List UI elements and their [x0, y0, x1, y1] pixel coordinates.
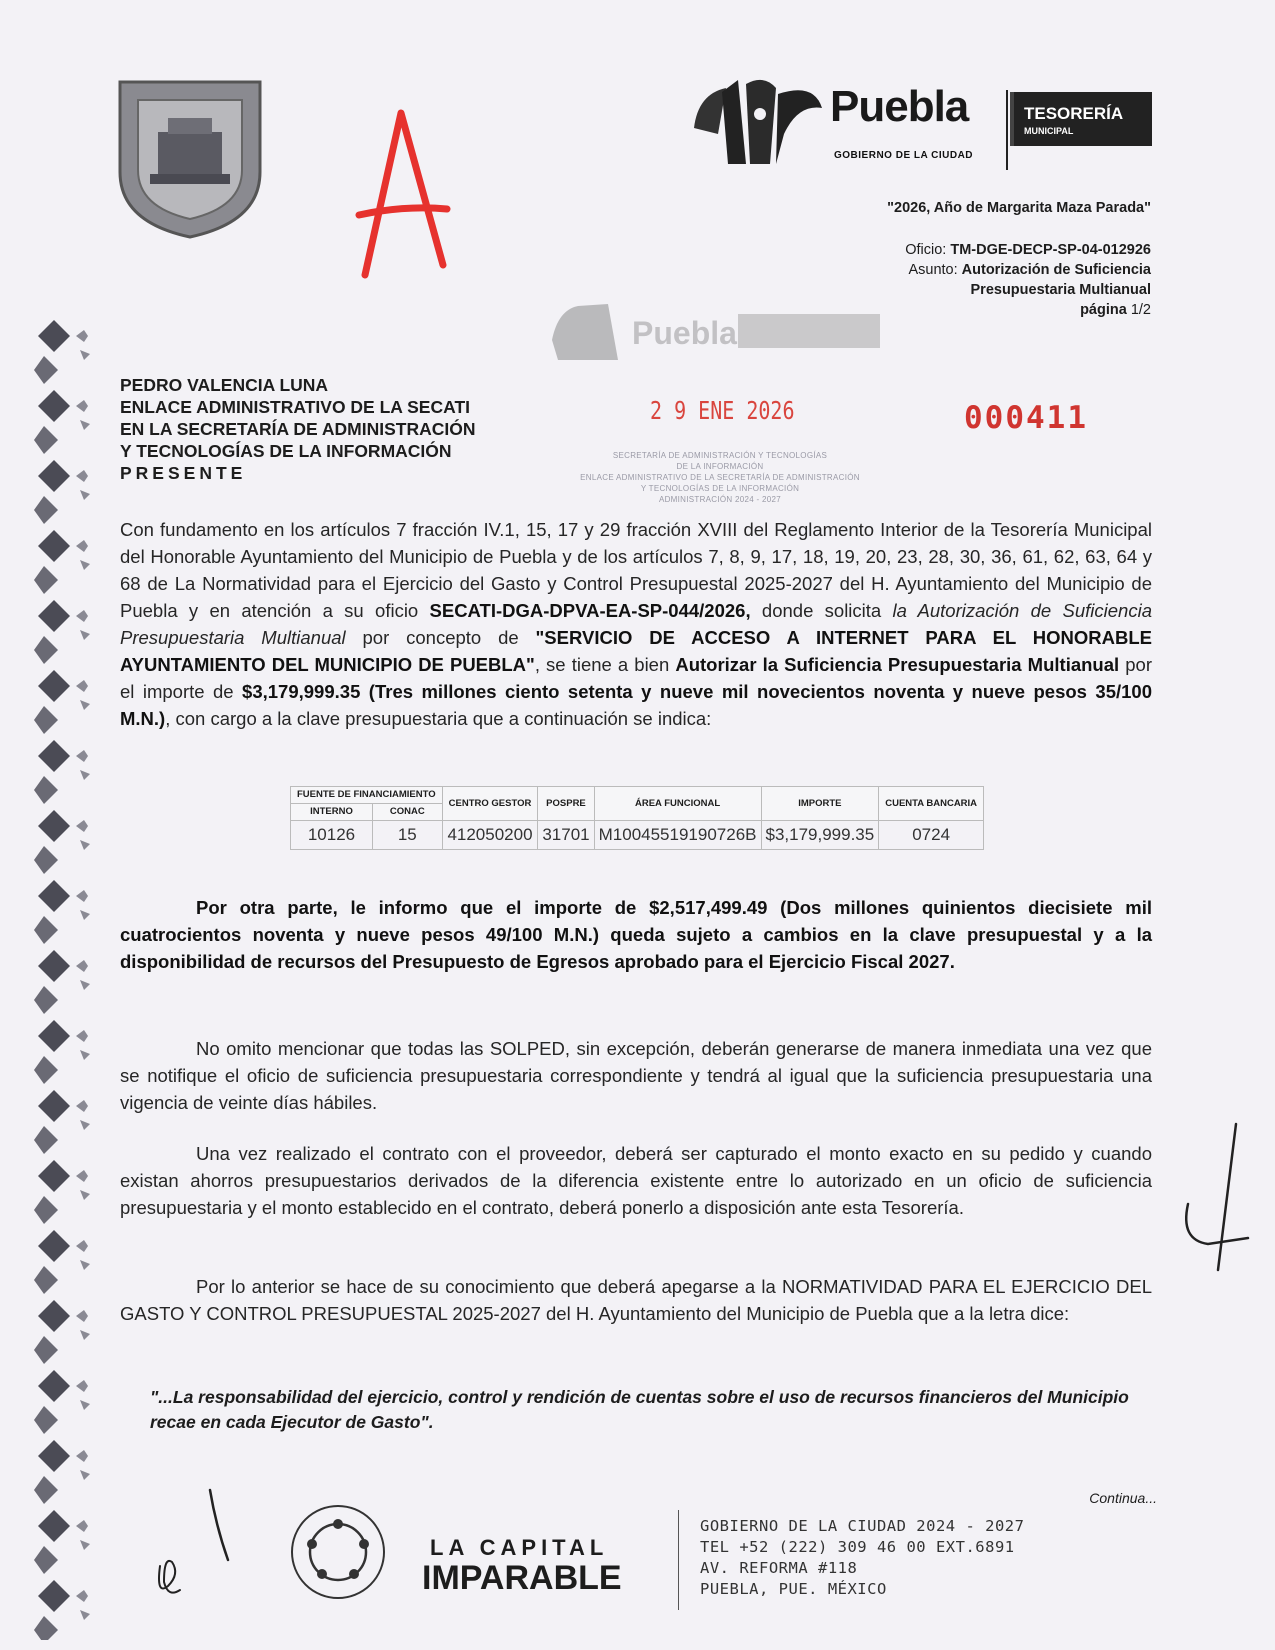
equality-certification-seal-icon [286, 1500, 390, 1604]
cell-cuenta-bancaria: 0724 [879, 821, 984, 850]
page-label: página [1080, 302, 1131, 318]
handwritten-footer-signature [150, 1486, 240, 1606]
stamp-line: SECRETARÍA DE ADMINISTRACIÓN Y TECNOLOGÍAS [612, 451, 828, 460]
p1-concept: "SERVICIO DE ACCESO A INTERNET PARA EL HONORABLE AYUNTAMIENTO DEL MUNICIPIO DE PUEBLA" [120, 627, 1153, 675]
recipient-title-line: ENLACE ADMINISTRATIVO DE LA SECATI [120, 397, 470, 417]
footer-address [700, 1516, 1024, 1600]
city-seal-icon [110, 72, 270, 242]
footer-line: TEL +52 (222) 309 46 00 EXT.6891 [700, 1538, 1015, 1556]
p1-text-a: Con fundamento en los artículos 7 fracción IV.1, 15, 17 y 29 fracción XVIII del Reglamento Interior de la Tesorería Municipal del Honorable Ayuntamiento del Municipio de Puebla y de los artículos 7, 8, 9, 17, 18, 19, 20, 23, 28, 30, 36, 61, 62, 63, 64 y 68 de La Normatividad para el Ejercicio del Gasto y Control Presupuestal 2025-2027 del H. Ayuntamiento del Municipio de Puebla y en atención a su oficio [120, 519, 1152, 621]
paragraph-subject-to-changes: Por otra parte, le informo que el importe de $2,517,499.49 (Dos millones quinientos diecisiete mil cuatrocientos noventa y nueve pesos 49/100 M.N.) queda sujeto a cambios en la clave presupuestal y a la disponibilidad de recursos del Presupuesto de Egresos aprobado para el Ejercicio Fiscal 2027. [120, 897, 1152, 972]
stamp-line: ENLACE ADMINISTRATIVO DE LA SECRETARÍA DE ADMINISTRACIÓN [580, 473, 860, 482]
reception-stamp-text [540, 450, 900, 505]
p1-italic-request: la Autorización de Suficiencia Presupuestaria Multianual [120, 600, 1152, 648]
stamp-line: Y TECNOLOGÍAS DE LA INFORMACIÓN [640, 484, 800, 493]
p1-text-f: , con cargo a la clave presupuestaria que a continuación se indica: [165, 708, 712, 729]
reception-stamp-logo-icon [548, 300, 888, 370]
handwritten-initial-signature [1178, 1120, 1253, 1280]
capital-logo-bottom: IMPARABLE [422, 1559, 622, 1597]
paragraph-authorization [120, 516, 1152, 732]
paragraph-solped: No omito mencionar que todas las SOLPED, sin excepción, deberán generarse de manera inmediata una vez que se notifique el oficio de suficiencia presupuestaria correspondiente y tendrá al igual que la suficiencia presupuestaria una vigencia de veinte días hábiles. [120, 1038, 1152, 1113]
tesoreria-badge [1010, 92, 1152, 146]
folio-number-stamp: 000411 [964, 400, 1088, 436]
reception-date-stamp: 2 9 ENE 2026 [650, 396, 795, 425]
cell-importe: $3,179,999.35 [761, 821, 879, 850]
p1-text-d: , se tiene a bien [534, 654, 676, 675]
asunto-label: Asunto: [908, 262, 962, 278]
cell-centro-gestor: 412050200 [442, 821, 538, 850]
recipient-name: PEDRO VALENCIA LUNA [120, 375, 329, 395]
header-fuente-financiamiento: FUENTE DE FINANCIAMIENTO [291, 787, 443, 804]
header-importe: IMPORTE [761, 787, 879, 821]
header-area-funcional: ÁREA FUNCIONAL [594, 787, 761, 821]
recipient-block [120, 374, 476, 484]
cell-conac: 15 [372, 821, 442, 850]
oficio-label: Oficio: [905, 242, 951, 258]
header-cuenta-bancaria: CUENTA BANCARIA [879, 787, 984, 821]
header-centro-gestor: CENTRO GESTOR [442, 787, 538, 821]
page-number: 1/2 [1130, 302, 1151, 318]
table-row [291, 821, 984, 850]
oficio-number: TM-DGE-DECP-SP-04-012926 [950, 242, 1151, 258]
p1-reference-oficio: SECATI-DGA-DPVA-EA-SP-044/2026, [429, 600, 751, 621]
budget-key-table [290, 786, 984, 850]
asunto-line-2 [771, 280, 1151, 300]
cell-pospre: 31701 [538, 821, 594, 850]
header-conac: CONAC [372, 804, 442, 821]
tesoreria-title: TESORERÍA [1024, 104, 1124, 123]
continua-label: Continua... [1089, 1490, 1157, 1506]
header-pospre: POSPRE [538, 787, 594, 821]
p1-amount: $3,179,999.35 (Tres millones ciento setenta y nueve mil novecientos noventa y nueve pesos 35/100 M.N.) [120, 681, 1152, 729]
capital-logo-top: LA CAPITAL [430, 1535, 609, 1560]
la-capital-imparable-logo [400, 1535, 660, 1605]
logo-divider [1006, 90, 1008, 170]
footer-line: PUEBLA, PUE. MÉXICO [700, 1580, 887, 1598]
puebla-logo-emblem-icon [688, 74, 828, 170]
p1-text-b: donde solicita [750, 600, 893, 621]
decorative-border-pattern [22, 320, 92, 1640]
asunto-value-1: Autorización de Suficiencia [961, 262, 1151, 278]
gobierno-ciudad-label: GOBIERNO DE LA CIUDAD [834, 150, 974, 161]
paragraph-contract: Una vez realizado el contrato con el proveedor, deberá ser capturado el monto exacto en su pedido y cuando existan ahorros presupuestarios derivados de la diferencia existente entre lo autorizado en un oficio de suficiencia presupuestaria y el monto establecido en el contrato, deberá ponerlo a disposición ante esta Tesorería. [120, 1143, 1152, 1218]
year-motto: "2026, Año de Margarita Maza Parada" [887, 200, 1151, 216]
stamp-line: ADMINISTRACIÓN 2024 - 2027 [658, 495, 782, 504]
tesoreria-subtitle: MUNICIPAL [1024, 126, 1074, 136]
recipient-title-line: EN LA SECRETARÍA DE ADMINISTRACIÓN [120, 419, 476, 439]
puebla-wordmark: Puebla [830, 82, 969, 131]
presente-label: PRESENTE [120, 463, 247, 483]
p1-text-c: por concepto de [345, 627, 536, 648]
footer-divider [678, 1510, 679, 1610]
recipient-title-line: Y TECNOLOGÍAS DE LA INFORMACIÓN [120, 441, 452, 461]
p1-authorization: Autorizar la Suficiencia Presupuestaria Multianual [675, 654, 1120, 675]
svg-text:Puebla: Puebla [632, 315, 737, 351]
cell-interno: 10126 [291, 821, 373, 850]
header-interno: INTERNO [291, 804, 373, 821]
asunto-line [771, 260, 1151, 280]
asunto-value-2: Presupuestaria Multianual [970, 282, 1151, 298]
stamp-line: DE LA INFORMACIÓN [676, 462, 764, 471]
footer-line: AV. REFORMA #118 [700, 1559, 858, 1577]
paragraph-normatividad: Por lo anterior se hace de su conocimiento que deberá apegarse a la NORMATIVIDAD PARA EL EJERCICIO DEL GASTO Y CONTROL PRESUPUESTAL 2025-2027 del H. Ayuntamiento del Municipio de Puebla que a la letra dice: [120, 1276, 1152, 1324]
footer-line: GOBIERNO DE LA CIUDAD 2024 - 2027 [700, 1517, 1025, 1535]
oficio-line [771, 240, 1151, 260]
cell-area-funcional: M10045519190726B [594, 821, 761, 850]
puebla-tesoreria-logo [688, 72, 1148, 182]
normatividad-quote: "...La responsabilidad del ejercicio, control y rendición de cuentas sobre el uso de recursos financieros del Municipio recae en cada Ejecutor de Gasto". [150, 1387, 1129, 1432]
p1-text-e: por el importe de [120, 654, 1152, 702]
handwritten-a-mark [355, 105, 455, 285]
